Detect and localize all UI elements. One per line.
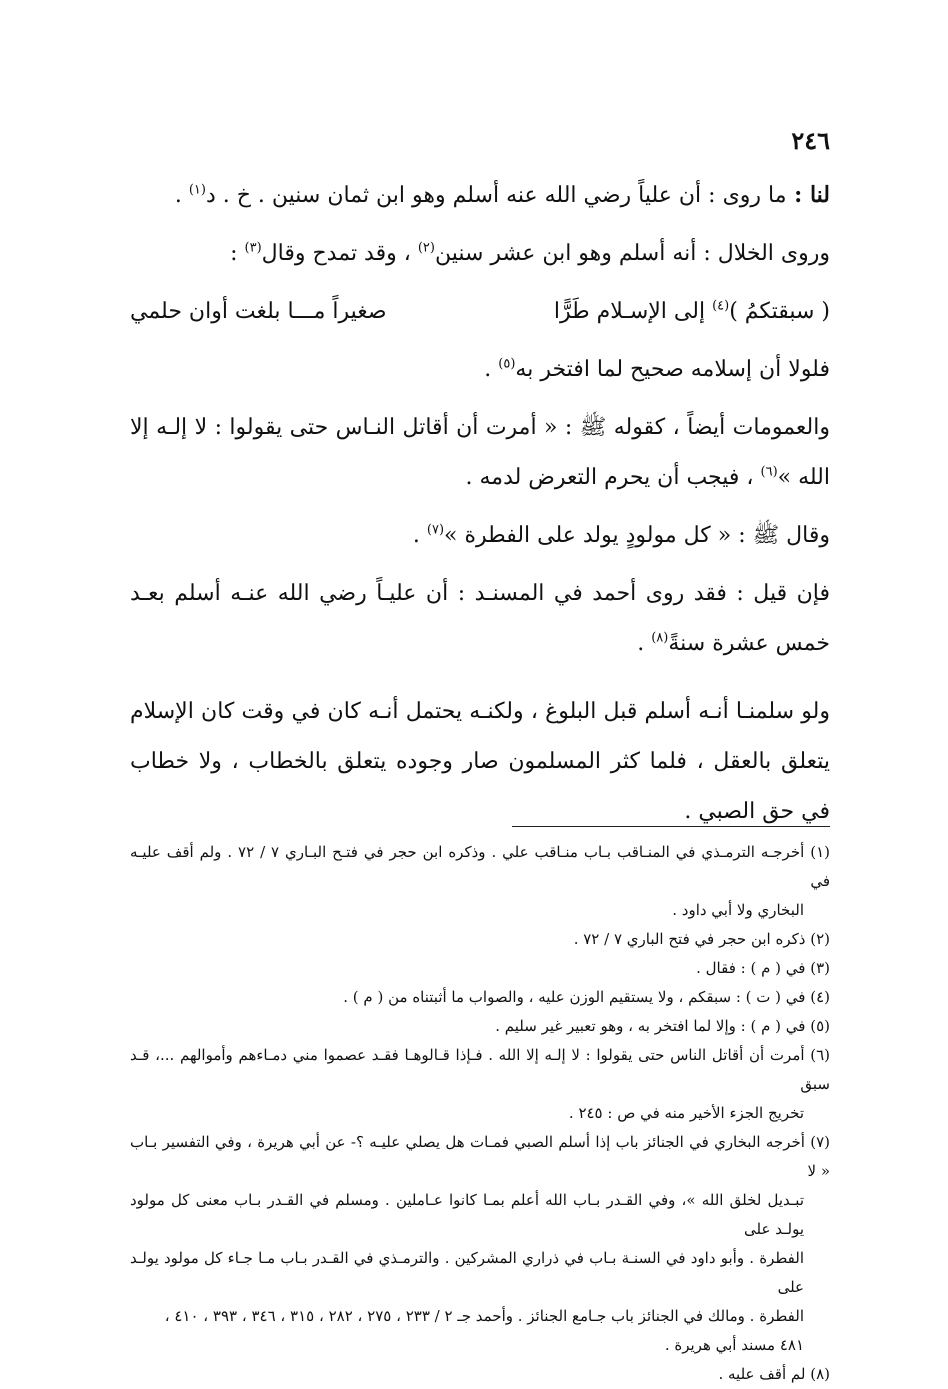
- paragraph-1-lead: لنا :: [786, 182, 830, 208]
- paragraph-7: ولو سلمنـا أنـه أسلم قبل البلوغ ، ولكنـه يحتمل أنـه كان في وقت كان الإسلام يتعلق بالعقل ، فلما كثر المسلمون صار وجوده يتعلق بالخطاب ، ولا خطاب في حق الصبي .: [130, 699, 830, 824]
- paragraph-2-mid: ، وقد تمدح وقال: [261, 241, 418, 266]
- poetry-verse: [130, 287, 830, 337]
- footnote-7-line-5: ٤٨١ مسند أبي هريرة .: [664, 1336, 804, 1354]
- paragraph-3-end: .: [484, 357, 499, 382]
- paragraph-2: [130, 229, 830, 279]
- footnote-ref-6: (٦): [760, 464, 778, 480]
- paragraph-6-end: .: [637, 631, 652, 656]
- paragraph-6: [130, 569, 830, 669]
- footnote-ref-2: (٢): [417, 240, 435, 256]
- footnote-1-line-2: البخاري ولا أبي داود .: [672, 901, 804, 919]
- page-number: ٢٤٦: [791, 126, 830, 155]
- footnote-5: (٥) في ( م ) : وإلا لما افتخر به ، وهو تعبير غير سليم .: [495, 1017, 830, 1035]
- main-text: [130, 170, 830, 837]
- paragraph-3-text: فلولا أن إسلامه صحيح لما افتخر به: [515, 357, 830, 382]
- verse-first-part-b: إلى الإسـلام طَرًّا: [553, 299, 713, 324]
- footnote-6-line-1: (٦) أمرت أن أقاتل الناس حتى يقولوا : لا إلـه إلا الله . فـإذا قـالوهـا فقـد عصموا مني دمـاءهم وأموالهم ...، قـد سبق: [130, 1046, 830, 1093]
- footnote-7-line-4: الفطرة . ومالك في الجنائز باب جـامع الجنائز . وأحمد جـ ٢ / ٢٣٣ ، ٢٧٥ ، ٢٨٢ ، ٣١٥ ، ٣٤٦ ، ٣٩٣ ، ٤١٠ ،: [164, 1307, 804, 1325]
- footnote-7-line-1: (٧) أخرجه البخاري في الجنائز باب إذا أسلم الصبي فمـات هل يصلي عليـه ؟- عن أبي هريرة ، وفي التفسير بـاب « لا: [130, 1133, 830, 1180]
- verse-first-hemistich: [554, 287, 830, 337]
- footnote-1-line-1: (١) أخرجـه الترمـذي في المنـاقب بـاب منـاقب علي . وذكره ابن حجر في فتـح البـاري ٧ / ٧٢ . ولم أقف عليـه في: [130, 843, 830, 890]
- paragraph-4-end: ، فيجب أن يحرم التعرض لدمه .: [465, 465, 761, 490]
- footnote-8: (٨) لم أقف عليه .: [718, 1365, 830, 1383]
- footnote-7-line-3: الفطرة . وأبو داود في السنـة بـاب في ذراري المشركين . والترمـذي في القـدر بـاب مـا جـاء كل مولود يولـد على: [130, 1249, 804, 1296]
- paragraph-5-text: وقال ﷺ : « كل مولودٍ يولد على الفطرة »: [444, 523, 830, 548]
- footnote-7-line-2: تبـديل لخلق الله »، وفي القـدر بـاب الله أعلم بمـا كانوا عـاملين . ومسلم في القـدر بـاب معنى كل مولود يولـد على: [130, 1191, 804, 1238]
- footnote-ref-5: (٥): [498, 356, 516, 372]
- verse-second-hemistich: صغيراً مـــا بلغت أوان حلمي: [130, 299, 387, 324]
- footnote-ref-3: (٣): [244, 240, 262, 256]
- footnote-ref-8: (٨): [651, 630, 669, 646]
- paragraph-6-text: فإن قيل : فقد روى أحمد في المسنـد : أن عليـاً رضي الله عنـه أسلم بعـد خمس عشرة سنةً: [130, 581, 830, 656]
- paragraph-1-text: ما روى : أن علياً رضي الله عنه أسلم وهو ابن ثمان سنين . خ . د: [205, 183, 787, 208]
- paragraph-2-end: :: [230, 241, 245, 266]
- footnote-separator: [512, 826, 830, 827]
- footnote-ref-7: (٧): [426, 522, 445, 538]
- footnote-6-line-2: تخريج الجزء الأخير منه في ص : ٢٤٥ .: [568, 1104, 804, 1122]
- paragraph-1: [130, 170, 830, 221]
- footnote-ref-1: (١): [188, 182, 206, 198]
- verse-first-part-a: ( سبقتكمُ ): [729, 299, 830, 324]
- paragraph-3: [130, 345, 830, 395]
- paragraph-4: [130, 403, 830, 503]
- paragraph-2-text: وروى الخلال : أنه أسلم وهو ابن عشر سنين: [434, 241, 830, 266]
- paragraph-5-end: .: [412, 523, 427, 548]
- footnote-4: (٤) في ( ت ) : سبقكم ، ولا يستقيم الوزن عليه ، والصواب ما أثبتناه من ( م ) .: [343, 988, 830, 1006]
- paragraph-5: [130, 511, 830, 561]
- footnotes: [130, 838, 830, 1389]
- paragraph-4-text: والعمومات أيضاً ، كقوله ﷺ : « أمرت أن أقاتل النـاس حتى يقولوا : لا إلـه إلا الله »: [130, 415, 830, 490]
- footnote-ref-4: (٤): [712, 298, 730, 314]
- footnote-2: (٢) ذكره ابن حجر في فتح الباري ٧ / ٧٢ .: [573, 930, 830, 948]
- paragraph-1-end: .: [174, 183, 189, 208]
- footnote-3: (٣) في ( م ) : فقال .: [696, 959, 830, 977]
